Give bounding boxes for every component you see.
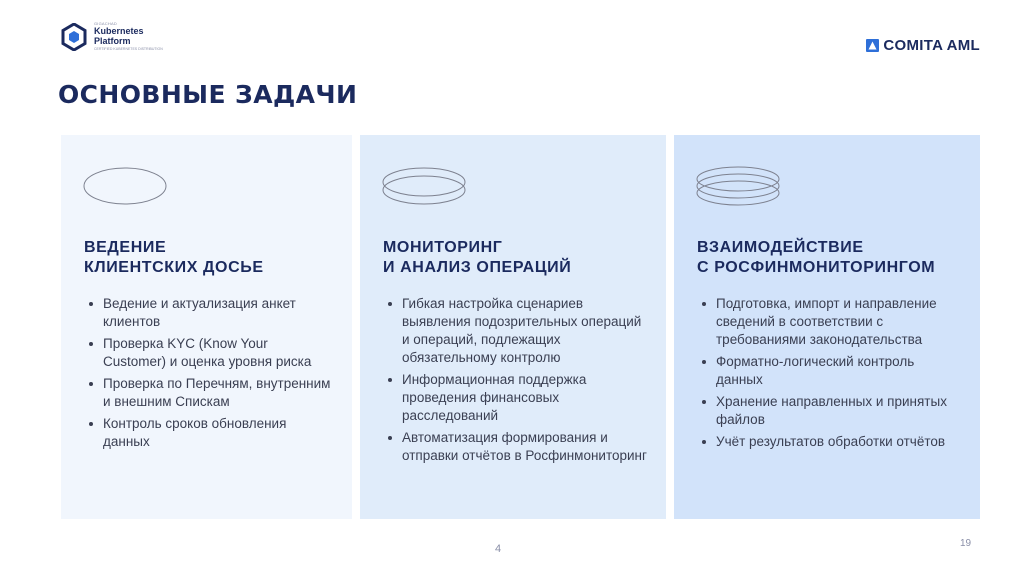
- page-number: 4: [495, 543, 502, 555]
- list-item: Проверка KYC (Know Your Customer) и оценка уровня риска: [84, 335, 334, 371]
- card-heading: [84, 238, 264, 278]
- triple-ellipse-icon: [696, 165, 786, 215]
- list-item: Гибкая настройка сценариев выявления подозрительных операций и операций, подлежащих обязательному контролю: [383, 295, 648, 367]
- slide-number: 19: [960, 538, 972, 549]
- list-item: Форматно-логический контроль данных: [697, 353, 962, 389]
- logo-tiny-text: GIGACHAD: [94, 21, 117, 26]
- comita-aml-logo: [866, 37, 980, 54]
- kubernetes-platform-logo: [60, 22, 163, 52]
- hexagon-logo-icon: [60, 23, 88, 51]
- comita-mark-icon: [866, 39, 879, 52]
- logo-name-line1: Kubernetes: [94, 26, 144, 36]
- double-ellipse-icon: [382, 165, 472, 215]
- card-monitoring: [360, 135, 666, 519]
- card-heading: [383, 238, 571, 278]
- list-item: Проверка по Перечням, внутренним и внешним Спискам: [84, 375, 334, 411]
- page-title: ОСНОВНЫЕ ЗАДАЧИ: [58, 80, 358, 109]
- card-heading-line1: ВЕДЕНИЕ: [84, 239, 167, 256]
- card-list: [84, 295, 334, 455]
- brand-name: COMITA AML: [883, 37, 980, 54]
- list-item: Учёт результатов обработки отчётов: [697, 433, 962, 451]
- card-heading-line2: И АНАЛИЗ ОПЕРАЦИЙ: [383, 259, 572, 276]
- card-list: [383, 295, 648, 469]
- list-item: Контроль сроков обновления данных: [84, 415, 334, 451]
- card-heading-line2: С РОСФИНМОНИТОРИНГОМ: [697, 259, 936, 276]
- card-heading-line1: ВЗАИМОДЕЙСТВИЕ: [697, 239, 864, 256]
- card-heading-line2: КЛИЕНТСКИХ ДОСЬЕ: [84, 259, 264, 276]
- logo-name-line2: Platform: [94, 36, 131, 46]
- single-ellipse-icon: [83, 165, 173, 215]
- logo-sub-text: CERTIFIED KUBERNETES DISTRIBUTION: [94, 47, 163, 51]
- card-heading: [697, 238, 935, 278]
- card-heading-line1: МОНИТОРИНГ: [383, 239, 503, 256]
- list-item: Подготовка, импорт и направление сведений в соответствии с требованиями законодательства: [697, 295, 962, 349]
- list-item: Хранение направленных и принятых файлов: [697, 393, 962, 429]
- list-item: Информационная поддержка проведения финансовых расследований: [383, 371, 648, 425]
- card-client-dossiers: [61, 135, 352, 519]
- list-item: Ведение и актуализация анкет клиентов: [84, 295, 334, 331]
- card-list: [697, 295, 962, 455]
- card-rosfinmonitoring: [674, 135, 980, 519]
- list-item: Автоматизация формирования и отправки отчётов в Росфинмониторинг: [383, 429, 648, 465]
